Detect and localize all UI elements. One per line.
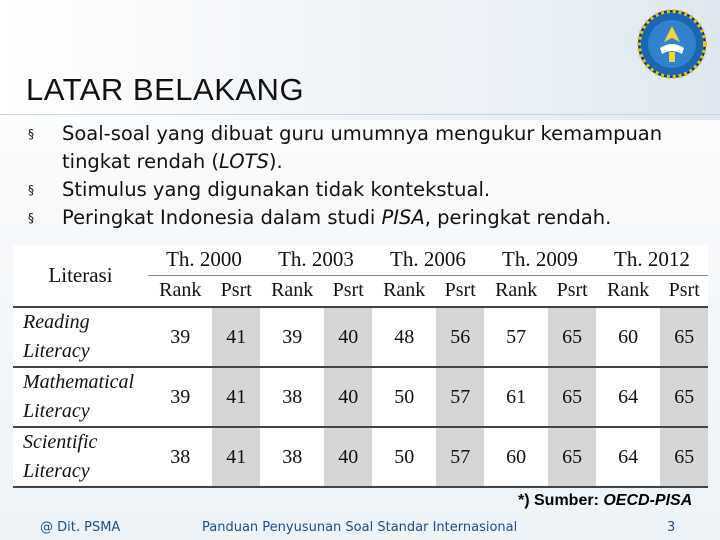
rank-cell: 50 xyxy=(372,367,436,427)
rank-cell: 39 xyxy=(260,307,324,367)
participants-header: Psrt xyxy=(212,275,260,307)
participants-cell: 65 xyxy=(660,427,708,487)
row-label-line: Literacy xyxy=(23,400,90,422)
page-number: 3 xyxy=(667,520,676,535)
rank-cell: 60 xyxy=(596,307,660,367)
rank-cell: 48 xyxy=(372,307,436,367)
participants-cell: 41 xyxy=(212,307,260,367)
participants-cell: 57 xyxy=(436,427,484,487)
participants-header: Psrt xyxy=(436,275,484,307)
bullet-marker: § xyxy=(28,183,34,197)
table-row xyxy=(13,427,708,487)
bullet-marker: § xyxy=(28,211,34,225)
source-prefix: *) Sumber: xyxy=(518,492,604,509)
row-label xyxy=(13,427,148,487)
rank-header: Rank xyxy=(148,275,212,307)
rank-cell: 60 xyxy=(484,427,548,487)
participants-cell: 65 xyxy=(660,307,708,367)
bullet-item xyxy=(28,176,708,204)
rank-cell: 64 xyxy=(596,367,660,427)
bullet-list xyxy=(28,120,708,232)
participants-cell: 40 xyxy=(324,307,372,367)
bullet-text: Peringkat Indonesia dalam studi xyxy=(62,206,382,229)
rank-header: Rank xyxy=(260,275,324,307)
rank-cell: 64 xyxy=(596,427,660,487)
bullet-text: ). xyxy=(268,150,283,173)
row-label-line: Mathematical xyxy=(23,371,135,393)
rank-cell: 50 xyxy=(372,427,436,487)
slide-title: LATAR BELAKANG xyxy=(26,72,305,107)
rank-cell: 38 xyxy=(148,427,212,487)
participants-cell: 65 xyxy=(660,367,708,427)
rank-header: Rank xyxy=(596,275,660,307)
table-header-years xyxy=(13,245,708,275)
table-row xyxy=(13,367,708,427)
participants-cell: 40 xyxy=(324,367,372,427)
participants-cell: 41 xyxy=(212,427,260,487)
year-header: Th. 2009 xyxy=(484,245,596,275)
bullet-text: Stimulus yang digunakan tidak kontekstual. xyxy=(62,178,491,201)
pisa-ranking-table xyxy=(13,245,708,485)
row-label-line: Literacy xyxy=(23,340,90,362)
bullet-text: PISA xyxy=(381,206,425,229)
row-label xyxy=(13,307,148,367)
source-note xyxy=(518,491,718,511)
participants-header: Psrt xyxy=(660,275,708,307)
participants-header: Psrt xyxy=(324,275,372,307)
bullet-item xyxy=(28,204,708,232)
bullet-marker: § xyxy=(28,127,34,141)
year-header: Th. 2012 xyxy=(596,245,708,275)
rank-cell: 57 xyxy=(484,307,548,367)
bullet-text: LOTS xyxy=(218,150,269,173)
source-name: OECD-PISA xyxy=(603,492,693,509)
year-header: Th. 2000 xyxy=(148,245,260,275)
row-label xyxy=(13,367,148,427)
year-header: Th. 2003 xyxy=(260,245,372,275)
rank-header: Rank xyxy=(372,275,436,307)
participants-header: Psrt xyxy=(548,275,596,307)
table-row xyxy=(13,307,708,367)
tut-wuri-handayani-emblem-icon xyxy=(636,8,708,80)
row-label-line: Scientific xyxy=(23,431,98,453)
participants-cell: 40 xyxy=(324,427,372,487)
title-divider xyxy=(0,114,720,115)
rank-cell: 38 xyxy=(260,367,324,427)
rank-cell: 39 xyxy=(148,307,212,367)
row-label-line: Reading xyxy=(23,311,90,333)
row-label-line: Literacy xyxy=(23,460,90,482)
participants-cell: 56 xyxy=(436,307,484,367)
rank-header: Rank xyxy=(484,275,548,307)
footer-document-title: Panduan Penyusunan Soal Standar Internasional xyxy=(202,520,518,535)
participants-cell: 41 xyxy=(212,367,260,427)
corner-header: Literasi xyxy=(13,245,148,307)
year-header: Th. 2006 xyxy=(372,245,484,275)
footer-organization: @ Dit. PSMA xyxy=(40,520,121,535)
rank-cell: 38 xyxy=(260,427,324,487)
rank-cell: 61 xyxy=(484,367,548,427)
bullet-item xyxy=(28,120,708,176)
participants-cell: 65 xyxy=(548,367,596,427)
rank-cell: 39 xyxy=(148,367,212,427)
bullet-text: , peringkat rendah. xyxy=(424,206,612,229)
participants-cell: 65 xyxy=(548,307,596,367)
participants-cell: 57 xyxy=(436,367,484,427)
bullet-text: Soal-soal yang dibuat guru umumnya mengukur kemampuan tingkat rendah ( xyxy=(62,122,663,173)
participants-cell: 65 xyxy=(548,427,596,487)
